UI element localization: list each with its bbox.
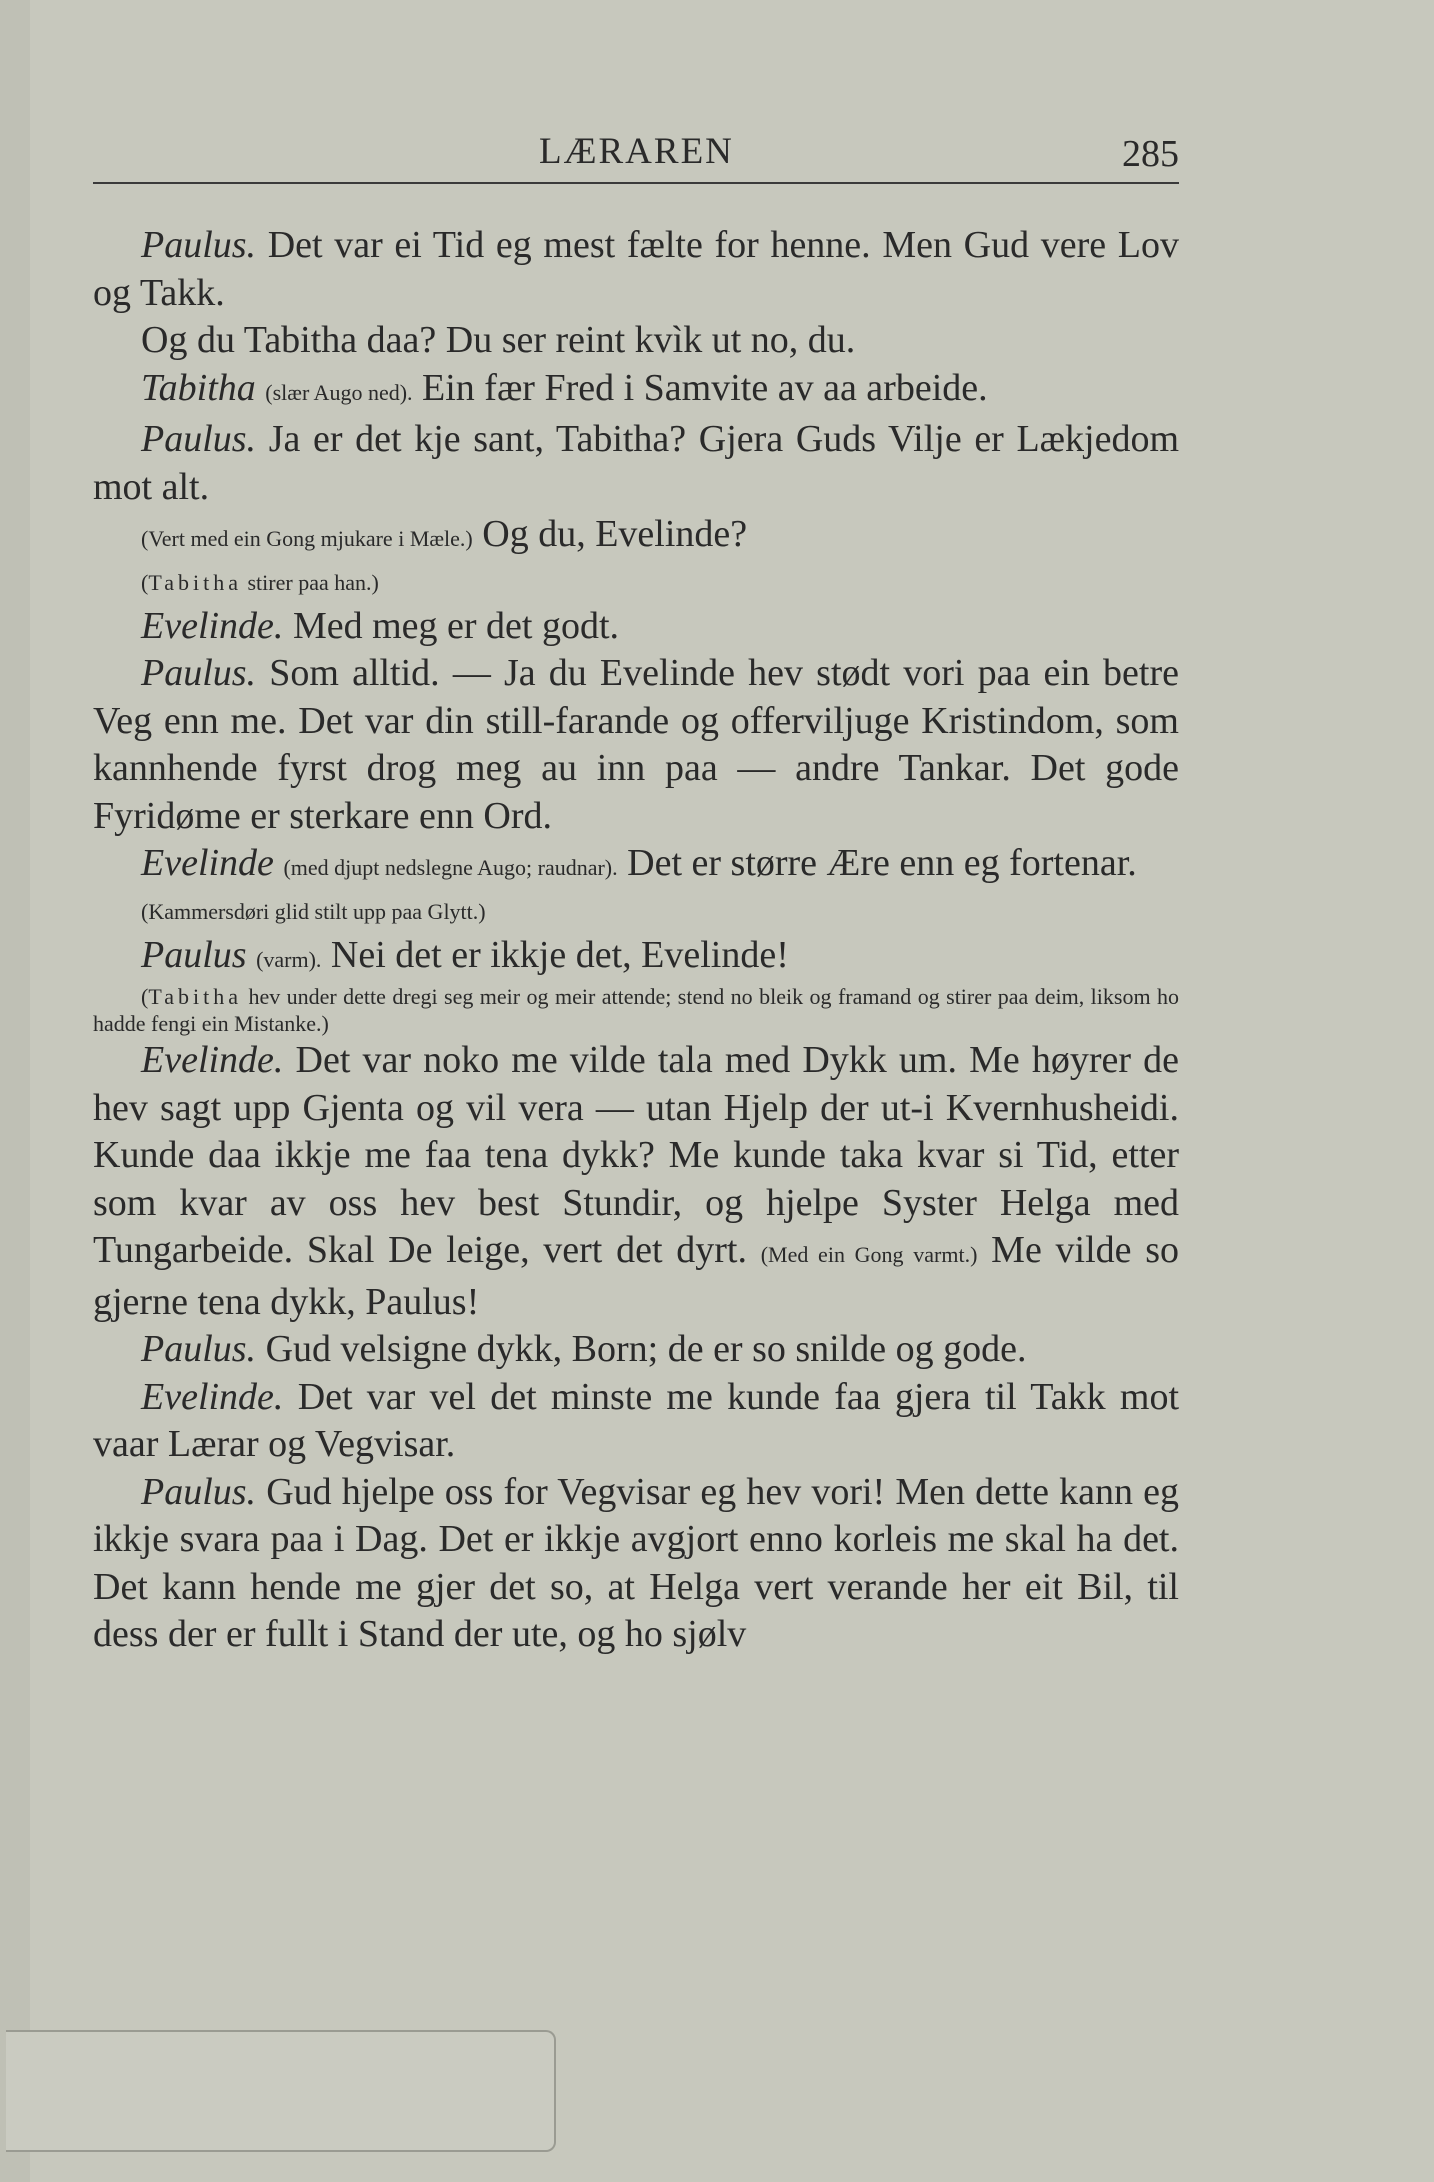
line-text: Det var ei Tid eg mest fælte for henne. Men Gud vere Lov og Takk. [93, 224, 1179, 314]
speaker: Tabitha [141, 366, 256, 409]
speaker: Paulus. [141, 1470, 257, 1513]
speaker: Paulus. [141, 224, 257, 266]
line-text: Med meg er det godt. [292, 604, 620, 647]
line-text: Ein fær Fred i Samvite av aa arbeide. [422, 366, 988, 409]
line-text: Det var vel det minste me kunde faa gjera til Takk mot vaar Lærar og Vegvisar. [93, 1375, 1180, 1465]
dialogue-line [93, 650, 1179, 840]
dialogue-line [93, 603, 1179, 651]
line-text: Og du Tabitha daa? Du ser reint kvìk ut no, du. [141, 319, 856, 361]
line-text: Som alltid. — Ja du Evelinde hev stødt vori paa ein betre Veg enn me. Det var din still-farande og offerviljuge Kristindom, som kannhende fyrst drog meg au inn paa — andre Tankar. Det gode Fyridøme er sterkare enn Ord. [93, 652, 1179, 837]
dialogue-line [93, 1469, 1179, 1659]
dialogue-line [93, 932, 1179, 984]
stage-direction: (Tabitha hev under dette dregi seg meir og meir attende; stend no bleik og framand og stirer paa deim, liksom ho hadde fengi ein Mistanke.) [93, 984, 1180, 1036]
stage-direction: (Tabitha stirer paa han.) [141, 569, 379, 595]
stage-direction: (med djupt nedslegne Augo; raudnar). [283, 855, 618, 880]
dialogue-line [93, 840, 1179, 892]
dialogue-line [93, 317, 1179, 365]
stage-name: Tabitha [148, 984, 242, 1009]
dialogue-line [93, 1374, 1179, 1469]
stage-text: (Kammersdøri glid stilt upp paa Glytt.) [141, 898, 486, 924]
speaker: Paulus [141, 933, 247, 976]
header-title: LÆRAREN [539, 131, 734, 172]
speaker: Paulus. [141, 652, 257, 694]
dialogue-line [93, 416, 1179, 511]
speaker: Evelinde. [141, 1039, 284, 1081]
speaker: Evelinde. [141, 1375, 284, 1418]
line-text: Og du, Evelinde? [482, 513, 748, 555]
stage-direction: (Vert med ein Gong mjukare i Mæle.) [141, 526, 473, 551]
line-text: Gud velsigne dykk, Born; de er so snilde og gode. [265, 1328, 1027, 1370]
running-header [93, 120, 1179, 184]
line-text: Me vilde so gjerne tena dykk, Paulus! [93, 1229, 1180, 1323]
dialogue-line [93, 222, 1179, 317]
dialogue-line [93, 1037, 1179, 1326]
page-edge [0, 0, 30, 2182]
stage-direction: (slær Augo ned). [265, 379, 413, 405]
stage-direction [93, 892, 1179, 932]
library-stamp [6, 2030, 556, 2152]
line-text: Ja er det kje sant, Tabitha? Gjera Guds Vilje er Lækjedom mot alt. [93, 418, 1180, 508]
stage-direction: (Med ein Gong varmt.) [760, 1242, 978, 1267]
speaker: Paulus. [141, 1328, 257, 1370]
line-text: Nei det er ikkje det, Evelinde! [330, 933, 789, 976]
stage-name: Tabitha [148, 569, 242, 595]
dialogue-line [93, 511, 1179, 563]
stage-text: stirer paa han.) [247, 569, 379, 595]
page-body [93, 222, 1179, 1659]
line-text: Det var noko me vilde tala med Dykk um. Me høyrer de hev sagt upp Gjenta og vil vera — utan Hjelp der ut-i Kvernhusheidi. Kunde daa ikkje me faa tena dykk? Me kunde taka kvar si Tid, etter som kvar av oss hev best Stundir, og hjelpe Syster Helga med Tungarbeide. Skal De leige, vert det dyrt. [93, 1039, 1179, 1271]
speaker: Paulus. [141, 418, 257, 460]
stage-direction: (varm). [256, 946, 322, 972]
dialogue-line [93, 1326, 1179, 1374]
stage-text: hev under dette dregi seg meir og meir attende; stend no bleik og framand og stirer paa deim, liksom ho hadde fengi ein Mistanke.) [93, 984, 1180, 1036]
dialogue-line [93, 365, 1179, 417]
line-text: Gud hjelpe oss for Vegvisar eg hev vori! Men dette kann eg ikkje svara paa i Dag. Det er ikkje avgjort enno korleis me skal ha det. Det kann hende me gjer det so, at Helga vert verande her eit Bil, til dess der er fullt i Stand der ute, og ho sjølv [93, 1470, 1179, 1655]
line-text: Det er større Ære enn eg fortenar. [627, 842, 1137, 884]
page-number: 285 [1122, 133, 1179, 175]
speaker: Evelinde [141, 842, 274, 884]
speaker: Evelinde. [141, 604, 284, 647]
